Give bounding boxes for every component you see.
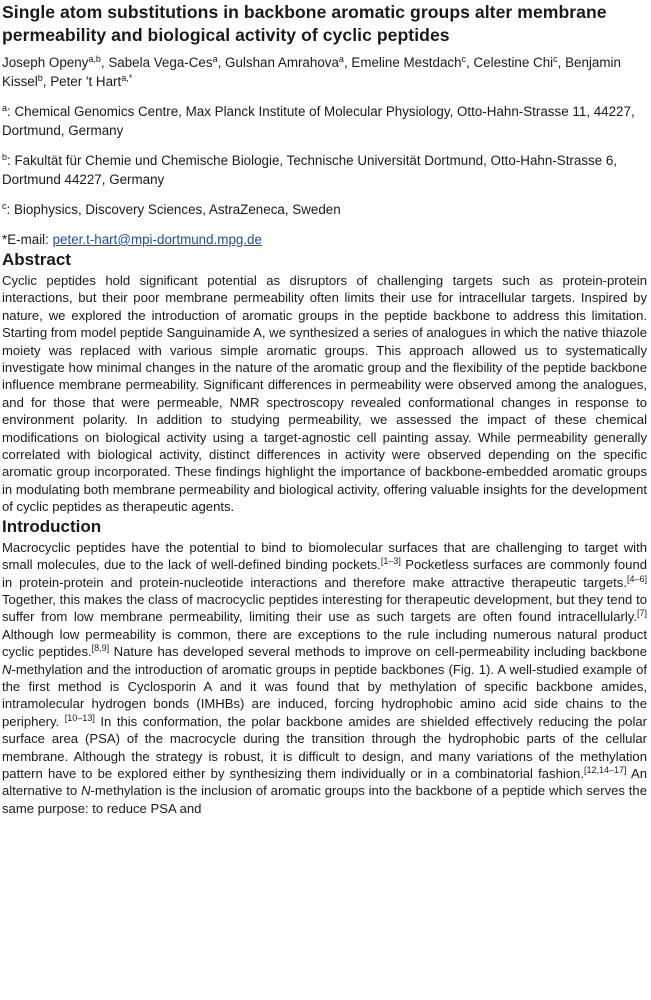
- affiliation-key: a: [2, 103, 8, 113]
- author-name: Emeline Mestdach: [351, 55, 462, 70]
- citation: [1–3]: [380, 556, 401, 567]
- author-affiliation-mark: c: [553, 54, 558, 64]
- author-separator: ,: [42, 74, 51, 89]
- abstract-heading: Abstract: [2, 250, 71, 269]
- author-name: Joseph Openy: [2, 55, 89, 70]
- affiliation-list: [2, 102, 647, 219]
- introduction-text: [2, 539, 647, 818]
- intro-text-segment: Although low permeability is common, there are exceptions to the rule including numerous natural product cyclic peptides.: [2, 626, 647, 660]
- email-label: *E-mail:: [2, 232, 53, 247]
- affiliation-key: b: [2, 152, 8, 162]
- citation: [7]: [636, 608, 647, 619]
- paper-title: Single atom substitutions in backbone aromatic groups alter membrane permeability and biological activity of cyclic peptides: [2, 2, 607, 45]
- author-name: Sabela Vega-Ces: [108, 55, 213, 70]
- author-list: [2, 53, 647, 91]
- author-separator: ,: [557, 55, 566, 70]
- author-affiliation-mark: a,b: [88, 54, 101, 64]
- email-line: [2, 230, 647, 249]
- citation: [4–6]: [626, 573, 647, 584]
- author-separator: ,: [466, 55, 474, 70]
- intro-text-segment: Pocketless surfaces are commonly found in protein-protein and protein-nucleotide interactions and therefore make attractive therapeutic targets.: [2, 557, 648, 590]
- affiliation-b: [2, 151, 647, 189]
- affiliation-key: c: [2, 201, 7, 211]
- author-separator: ,: [100, 55, 109, 70]
- author-separator: ,: [217, 55, 226, 70]
- author-name: Gulshan Amrahova: [225, 55, 339, 70]
- intro-text-segment: Nature has developed several methods to improve on cell-permeability including backbone: [109, 644, 647, 660]
- affiliation-text: : Fakultät für Chemie und Chemische Biologie, Technische Universität Dortmund, Otto-Hahn-Strasse 6, Dortmund 44227, Germany: [2, 153, 618, 187]
- citation: [12,14–17]: [583, 764, 627, 775]
- italic-text: N: [81, 783, 91, 799]
- intro-text-segment: An alternative to: [2, 765, 647, 799]
- author-name: Celestine Chi: [473, 55, 554, 70]
- citation: [8,9]: [91, 643, 110, 654]
- author-affiliation-mark: b: [37, 73, 43, 83]
- author-name: Peter 't Hart: [50, 74, 122, 89]
- author-separator: ,: [343, 55, 352, 70]
- intro-text-segment: -methylation is the inclusion of aromatic groups into the backbone of a peptide which serves the same purpose: to reduce PSA and: [2, 783, 647, 816]
- author-affiliation-mark: a: [212, 54, 218, 64]
- intro-text-segment: In this conformation, the polar backbone amides are shielded effectively reducing the polar surface area (PSA) of the macrocycle during the transition through the hydrophobic parts of the cellular membrane. Although the strategy is robust, it is difficult to design, and many variations of the methylation pattern have to be explored either by synthesizing them individually or in a combinatorial fashion.: [2, 713, 647, 781]
- introduction-heading: Introduction: [2, 516, 102, 536]
- author-name: Benjamin Kissel: [2, 55, 621, 89]
- intro-text-segment: Together, this makes the class of macrocyclic peptides interesting for therapeutic development, but they tend to suffer from low membrane permeability, limiting their use as such targets are often found intracellularly.: [2, 591, 647, 625]
- author-affiliation-mark: a: [338, 54, 344, 64]
- intro-text-segment: -methylation and the introduction of aromatic groups in peptide backbones (Fig. 1). A well-studied example of the first method is Cyclosporin A and it was found that by methylation of specific backbone amides, intramolecular hydrogen bonds (IMHBs) are induced, forcing hydrophobic amino acid side chains to the periphery.: [2, 661, 647, 729]
- abstract-text: Cyclic peptides hold significant potential as disruptors of challenging targets such as protein-protein interactions, but their poor membrane permeability often limits their use for intracellular targets. Inspired by nature, we explored the introduction of aromatic groups in the peptide backbone to address this limitation. Starting from model peptide Sanguinamide A, we synthesized a series of analogues in which the native thiazole moiety was replaced with various simple aromatic groups. This approach allowed us to systematically investigate how minimal changes in the nature of the aromatic group and the flexibility of the peptide backbone influence membrane permeability. Significant differences in permeability were observed among the analogues, and for those that were permeable, NMR spectroscopy revealed conformational changes in response to environment polarity. In addition to studying permeability, we assessed the impact of these chemical modifications on biological activity using a target-agnostic cell painting assay. While permeability generally correlated with biological activity, distinct differences in activity were observed depending on the specific aromatic group incorporated. These findings highlight the importance of backbone-embedded aromatic groups in modulating both membrane permeability and biological activity, offering valuable insights for the development of cyclic peptides as therapeutic agents.: [2, 273, 647, 515]
- intro-text-segment: Macrocyclic peptides have the potential to bind to biomolecular surfaces that are challenging to target with small molecules, due to the lack of well-defined binding pockets.: [2, 539, 647, 573]
- email-link[interactable]: peter.t-hart@mpi-dortmund.mpg.de: [52, 232, 262, 247]
- citation: [10–13]: [64, 712, 95, 723]
- affiliation-text: : Chemical Genomics Centre, Max Planck Institute of Molecular Physiology, Otto-Hahn-Strasse 11, 44227, Dortmund, Germany: [2, 104, 635, 138]
- affiliation-a: [2, 102, 647, 140]
- author-affiliation-mark: c: [461, 54, 467, 64]
- affiliation-text: : Biophysics, Discovery Sciences, AstraZeneca, Sweden: [6, 202, 341, 217]
- author-affiliation-mark: a,*: [121, 73, 133, 83]
- italic-text: N: [2, 661, 12, 677]
- affiliation-c: [2, 200, 647, 219]
- paper-page: [2, 0, 647, 817]
